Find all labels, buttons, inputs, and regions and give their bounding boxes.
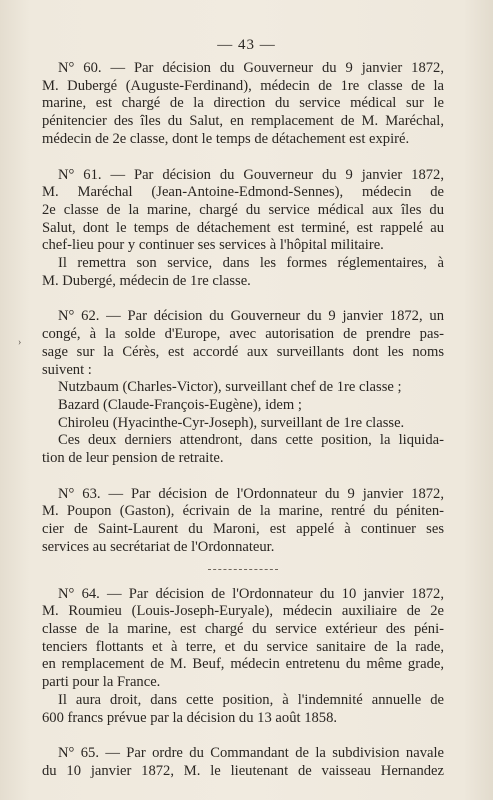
entry-line: Ces deux derniers attendront, dans cette position, la liquida- [58,432,444,449]
entry-line: N° 63. — Par décision de l'Ordonnateur du 9 janvier 1872, [58,485,444,502]
entry-line: N° 62. — Par décision du Gouverneur du 9 janvier 1872, un [58,308,444,325]
entry-64 [42,586,444,728]
entry-line: médecin de 2e classe, dont le temps de détachement est expiré. [42,130,410,147]
entry-line: Chiroleu (Hyacinthe-Cyr-Joseph), surveillant de 1re classe. [58,414,405,431]
entry-line: Bazard (Claude-François-Eugène), idem ; [58,396,302,413]
entry-line: services au secrétariat de l'Ordonnateur. [42,538,275,555]
entry-line: N° 61. — Par décision du Gouverneur du 9 janvier 1872, [58,166,444,183]
entry-line: en remplacement de M. Beuf, médecin entretenu du même grade, [42,656,444,673]
entry-line: M. Poupon (Gaston), écrivain de la marine, rentré du péniten- [42,503,444,520]
page-number: — 43 — [217,37,276,53]
margin-mark: › [18,337,22,348]
entry-line: M. Dubergé, médecin de 1re classe. [42,272,251,289]
entry-63 [42,486,444,557]
entry-62 [42,308,444,467]
entry-60 [42,60,444,149]
entry-line: 2e classe de la marine, chargé du service médical aux îles du [42,201,444,218]
entry-line: M. Dubergé (Auguste-Ferdinand), médecin de 1re classe de la [42,77,444,94]
entry-line: sage sur la Cérès, est accordé aux surveillants dont les noms [42,343,444,360]
entry-line: M. Roumieu (Louis-Joseph-Euryale), médecin auxiliaire de 2e [42,603,444,620]
entry-line: marine, est chargé de la direction du service médical sur le [42,95,444,112]
entry-line: tion de leur pension de retraite. [42,450,224,467]
entry-line: M. Maréchal (Jean-Antoine-Edmond-Sennes), médecin de [42,184,444,201]
entry-line: tenciers flottants et à terre, et du service sanitaire de la rade, [42,638,444,655]
entry-line: cier de Saint-Laurent du Maroni, est appelé à continuer ses [42,521,444,538]
entry-line: N° 60. — Par décision du Gouverneur du 9 janvier 1872, [58,60,444,76]
entry-61 [42,167,444,291]
entry-line: Il remettra son service, dans les formes réglementaires, à [58,255,444,272]
entry-line: suivent : [42,361,92,378]
entry-line: du 10 janvier 1872, M. le lieutenant de vaisseau Hernandez [42,762,444,779]
entry-line: chef-lieu pour y continuer ses services à l'hôpital militaire. [42,237,384,254]
entry-line: classe de la marine, est chargé du service extérieur des péni- [42,620,444,637]
entry-line: Nutzbaum (Charles-Victor), surveillant chef de 1re classe ; [58,379,402,396]
page-text [42,60,444,781]
entry-line: Salut, dont le temps de détachement est terminé, est rappelé au [42,219,444,236]
entry-line: 600 francs prévue par la décision du 13 août 1858. [42,709,338,726]
entry-line: N° 65. — Par ordre du Commandant de la subdivision navale [58,745,444,762]
entry-65 [42,745,444,780]
entry-line: Il aura droit, dans cette position, à l'indemnité annuelle de [58,691,444,708]
entry-line: N° 64. — Par décision de l'Ordonnateur du 10 janvier 1872, [58,585,444,602]
entry-line: parti pour la France. [42,674,161,691]
entry-line: pénitencier des îles du Salut, en remplacement de M. Maréchal, [42,113,444,130]
section-divider [208,569,278,570]
entry-line: congé, à la solde d'Europe, avec autorisation de prendre pas- [42,326,444,343]
